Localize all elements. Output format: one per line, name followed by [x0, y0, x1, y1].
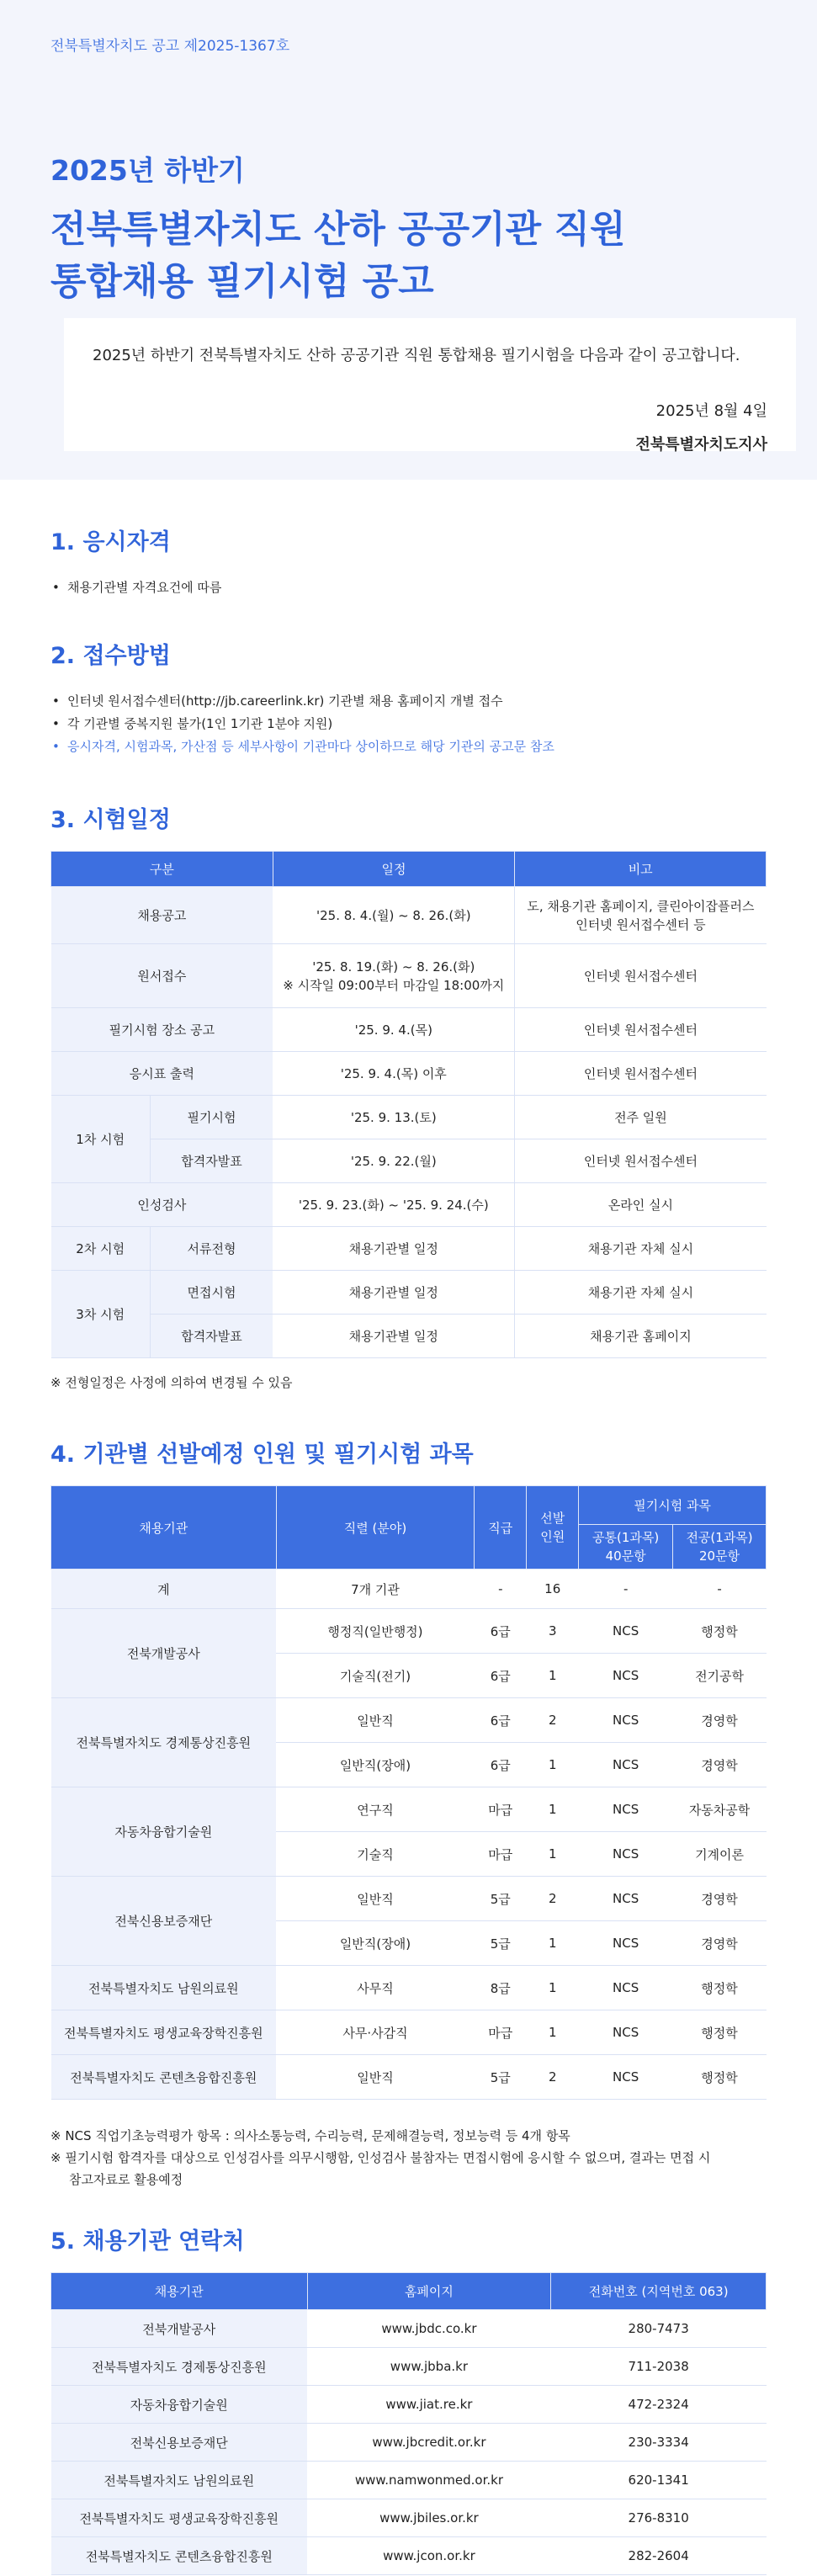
- table-row: 3차 시험 면접시험 채용기관별 일정 채용기관 자체 실시: [51, 1271, 767, 1315]
- table-row: 자동차융합기술원 www.jiat.re.kr 472-2324: [51, 2386, 767, 2424]
- schedule-table: [50, 851, 767, 1358]
- table-row: 일반직(장애) 6급 1 NCS 경영학: [51, 1743, 767, 1787]
- table-row: 인성검사 '25. 9. 23.(화) ~ '25. 9. 24.(수) 온라인 실시: [51, 1183, 767, 1227]
- footnote: 참고자료로 활용예정: [69, 2172, 183, 2187]
- positions-table: [50, 1485, 767, 2100]
- column-header: 구분: [51, 852, 273, 887]
- section-title: 2. 접수방법: [50, 643, 171, 669]
- contacts-table: [50, 2272, 767, 2575]
- table-row: 자동차융합기술원 연구직 마급 1 NCS 자동차공학: [51, 1787, 767, 1832]
- footnote: ※ 필기시험 합격자를 대상으로 인성검사를 의무시행함, 인성검사 불참자는 면접시험에 응시할 수 없으며, 결과는 면접 시: [50, 2150, 711, 2165]
- table-row: 일반직(장애) 5급 1 NCS 경영학: [51, 1921, 767, 1966]
- table-row: 전북특별자치도 남원의료원 사무직 8급 1 NCS 행정학: [51, 1966, 767, 2010]
- table-row: 전북개발공사 행정직(일반행정) 6급 3 NCS 행정학: [51, 1609, 767, 1654]
- column-header: 채용기관: [51, 1486, 277, 1570]
- table-row: 필기시험 장소 공고 '25. 9. 4.(목) 인터넷 원서접수센터: [51, 1008, 767, 1052]
- section-positions: [0, 1436, 817, 2191]
- table-row: 기술직(전기) 6급 1 NCS 전기공학: [51, 1654, 767, 1698]
- bullet-list: [50, 690, 767, 758]
- table-row: 기술직 마급 1 NCS 기계이론: [51, 1832, 767, 1877]
- section-title: 5. 채용기관 연락처: [50, 2228, 245, 2255]
- notice-intro: 2025년 하반기 전북특별자치도 산하 공공기관 직원 통합채용 필기시험을 다음과 같이 공고합니다.: [93, 347, 740, 364]
- column-header: 홈페이지: [307, 2273, 551, 2310]
- table-row: 합격자발표 '25. 9. 22.(월) 인터넷 원서접수센터: [51, 1139, 767, 1183]
- column-header: 채용기관: [51, 2273, 308, 2310]
- title-line-1: 전북특별자치도 산하 공공기관 직원: [50, 208, 626, 251]
- table-row: 전북특별자치도 콘텐츠융합진흥원 일반직 5급 2 NCS 행정학: [51, 2055, 767, 2100]
- table-row: 전북특별자치도 경제통상진흥원 일반직 6급 2 NCS 경영학: [51, 1698, 767, 1743]
- table-row: 전북신용보증재단 일반직 5급 2 NCS 경영학: [51, 1877, 767, 1921]
- table-row: 채용공고 '25. 8. 4.(월) ~ 8. 26.(화) 도, 채용기관 홈페이지, 클린아이잡플러스 인터넷 원서접수센터 등: [51, 887, 767, 944]
- notice-number: 전북특별자치도 공고 제2025-1367호: [50, 38, 290, 55]
- table-row: 전북개발공사 www.jbdc.co.kr 280-7473: [51, 2310, 767, 2348]
- notice-box: [64, 318, 796, 454]
- column-header: 비고: [515, 852, 767, 887]
- table-row: 전북특별자치도 경제통상진흥원 www.jbba.kr 711-2038: [51, 2348, 767, 2386]
- column-header: 직급: [475, 1486, 527, 1570]
- page-title: [17, 204, 800, 308]
- positions-notes: [50, 2125, 767, 2191]
- footnote: ※ NCS 직업기초능력평가 항목 : 의사소통능력, 수리능력, 문제해결능력, 정보능력 등 4개 항목: [50, 2128, 570, 2143]
- page-subtitle: 2025년 하반기: [50, 154, 245, 187]
- column-header: 일정: [273, 852, 515, 887]
- table-row: 전북특별자치도 평생교육장학진흥원 사무·사감직 마급 1 NCS 행정학: [51, 2010, 767, 2055]
- table-row: 전북특별자치도 콘텐츠융합진흥원 www.jcon.or.kr 282-2604: [51, 2537, 767, 2575]
- column-header: 직렬 (분야): [276, 1486, 475, 1570]
- table-row: 전북특별자치도 남원의료원 www.namwonmed.or.kr 620-1341: [51, 2462, 767, 2499]
- table-row: 전북신용보증재단 www.jbcredit.or.kr 230-3334: [51, 2424, 767, 2462]
- list-item: • 각 기관별 중복지원 불가(1인 1기관 1분야 지원): [50, 713, 767, 736]
- bullet-list: [50, 576, 767, 599]
- column-header: 전화번호 (지역번호 063): [551, 2273, 767, 2310]
- header-section: [0, 0, 817, 480]
- column-header: 필기시험 과목: [579, 1486, 767, 1525]
- table-row: 전북특별자치도 평생교육장학진흥원 www.jbiles.or.kr 276-8310: [51, 2499, 767, 2537]
- list-item: • 응시자격, 시험과목, 가산점 등 세부사항이 기관마다 상이하므로 해당 기관의 공고문 참조: [50, 736, 767, 758]
- section-title: 4. 기관별 선발예정 인원 및 필기시험 과목: [50, 1442, 474, 1468]
- table-row: 1차 시험 필기시험 '25. 9. 13.(토) 전주 일원: [51, 1096, 767, 1139]
- table-row: 원서접수 '25. 8. 19.(화) ~ 8. 26.(화) ※ 시작일 09:00부터 마감일 18:00까지 인터넷 원서접수센터: [51, 944, 767, 1008]
- section-contacts: [0, 2223, 817, 2575]
- column-header: 선발 인원: [527, 1486, 579, 1570]
- title-line-2: 통합채용 필기시험 공고: [50, 260, 434, 303]
- list-item: • 인터넷 원서접수센터(http://jb.careerlink.kr) 기관별 채용 홈페이지 개별 접수: [50, 690, 767, 713]
- column-header: 공통(1과목) 40문항: [579, 1525, 673, 1570]
- table-row: 합격자발표 채용기관별 일정 채용기관 홈페이지: [51, 1315, 767, 1358]
- notice-date: 2025년 8월 4일: [655, 402, 767, 420]
- table-row: 응시표 출력 '25. 9. 4.(목) 이후 인터넷 원서접수센터: [51, 1052, 767, 1096]
- column-header: 전공(1과목) 20문항: [673, 1525, 767, 1570]
- table-row: 2차 시험 서류전형 채용기관별 일정 채용기관 자체 실시: [51, 1227, 767, 1271]
- section-application: [0, 637, 817, 758]
- list-item: • 채용기관별 자격요건에 따름: [50, 576, 767, 599]
- notice-signer: 전북특별자치도지사: [635, 436, 767, 454]
- section-title: 3. 시험일정: [50, 807, 171, 833]
- schedule-footnote: ※ 전형일정은 사정에 의하여 변경될 수 있음: [50, 1375, 293, 1390]
- section-qualification: [0, 523, 817, 599]
- section-schedule: [0, 801, 817, 1394]
- table-row: 계 7개 기관 - 16 - -: [51, 1570, 767, 1609]
- section-title: 1. 응시자격: [50, 529, 171, 555]
